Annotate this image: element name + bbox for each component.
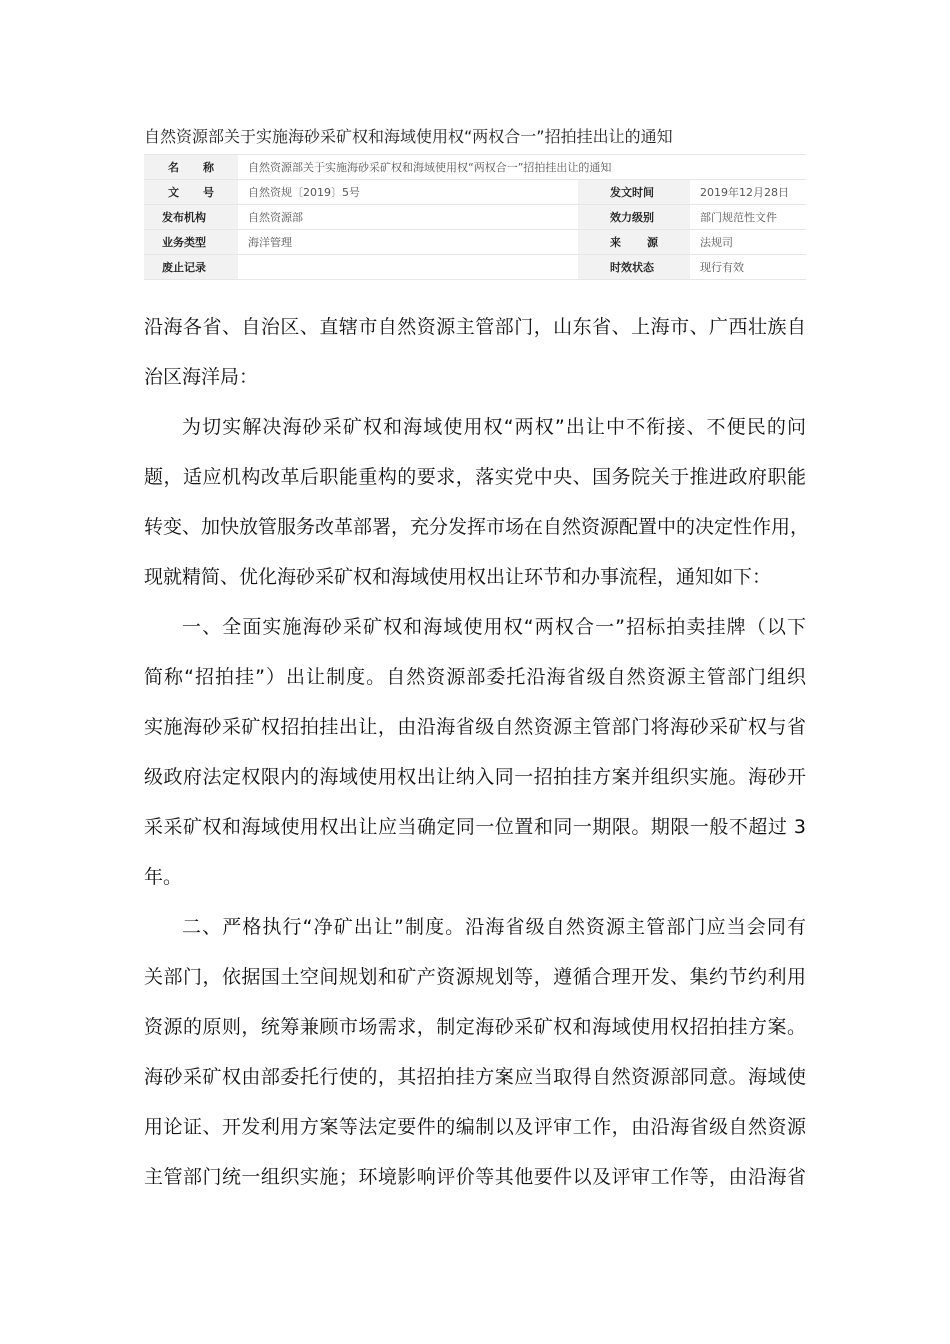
- level-label: 效力级别: [578, 205, 690, 230]
- text-line: 为切实解决海砂采矿权和海域使用权“两权”出让中不衔接、不便民的问: [182, 416, 806, 438]
- issuer-label: 发布机构: [144, 205, 238, 230]
- issue-date-value: 2019年12月28日: [690, 180, 806, 205]
- text-line: 题，适应机构改革后职能重构的要求，落实党中央、国务院关于推进政府职能: [144, 466, 806, 488]
- text-line: 关部门，依据国土空间规划和矿产资源规划等，遵循合理开发、集约节约利用: [144, 966, 806, 988]
- metadata-table: [144, 154, 806, 280]
- document-body: [144, 302, 810, 1202]
- salutation-paragraph: [144, 302, 806, 402]
- category-label: 业务类型: [144, 230, 238, 255]
- level-value: 部门规范性文件: [690, 205, 806, 230]
- issue-date-label: 发文时间: [578, 180, 690, 205]
- abolish-value: [238, 255, 578, 280]
- text-line: 二、严格执行“净矿出让”制度。沿海省级自然资源主管部门应当会同有: [182, 916, 806, 938]
- doc-no-value: 自然资规〔2019〕5号: [238, 180, 578, 205]
- table-row: [144, 155, 806, 180]
- text-line: 主管部门统一组织实施；环境影响评价等其他要件以及评审工作等，由沿海省: [144, 1166, 806, 1188]
- source-label: 来 源: [578, 230, 690, 255]
- text-line: 级政府法定权限内的海域使用权出让纳入同一招拍挂方案并组织实施。海砂开: [144, 766, 806, 788]
- text-line: 转变、加快放管服务改革部署，充分发挥市场在自然资源配置中的决定性作用，: [144, 516, 810, 538]
- text-line: 现就精简、优化海砂采矿权和海域使用权出让环节和办事流程，通知如下：: [144, 566, 772, 588]
- status-value: 现行有效: [690, 255, 806, 280]
- text-line: 治区海洋局：: [144, 366, 259, 388]
- text-line: 实施海砂采矿权招拍挂出让，由沿海省级自然资源主管部门将海砂采矿权与省: [144, 716, 806, 738]
- doc-no-label: 文 号: [144, 180, 238, 205]
- table-row: [144, 180, 806, 205]
- table-row: [144, 255, 806, 280]
- text-line: 年。: [144, 866, 183, 888]
- name-value: 自然资源部关于实施海砂采矿权和海域使用权“两权合一”招拍挂出让的通知: [238, 155, 806, 180]
- status-label: 时效状态: [578, 255, 690, 280]
- issuer-value: 自然资源部: [238, 205, 578, 230]
- table-row: [144, 205, 806, 230]
- category-value: 海洋管理: [238, 230, 578, 255]
- document-title: 自然资源部关于实施海砂采矿权和海域使用权“两权合一”招拍挂出让的通知: [144, 127, 673, 146]
- table-row: [144, 230, 806, 255]
- text-line: 采采矿权和海域使用权出让应当确定同一位置和同一期限。期限一般不超过 3: [144, 816, 806, 838]
- text-line: 海砂采矿权由部委托行使的，其招拍挂方案应当取得自然资源部同意。海域使: [144, 1066, 806, 1088]
- name-label: 名 称: [144, 155, 238, 180]
- intro-paragraph: [144, 402, 810, 602]
- section-one-paragraph: [144, 602, 806, 902]
- text-line: 沿海各省、自治区、直辖市自然资源主管部门，山东省、上海市、广西壮族自: [144, 316, 806, 338]
- abolish-label: 废止记录: [144, 255, 238, 280]
- text-line: 资源的原则，统筹兼顾市场需求，制定海砂采矿权和海域使用权招拍挂方案。: [144, 1016, 806, 1038]
- section-two-paragraph: [144, 902, 806, 1202]
- text-line: 一、全面实施海砂采矿权和海域使用权“两权合一”招标拍卖挂牌（以下: [182, 616, 806, 638]
- text-line: 用论证、开发利用方案等法定要件的编制以及评审工作，由沿海省级自然资源: [144, 1116, 806, 1138]
- source-value: 法规司: [690, 230, 806, 255]
- text-line: 简称“招拍挂”）出让制度。自然资源部委托沿海省级自然资源主管部门组织: [144, 666, 806, 688]
